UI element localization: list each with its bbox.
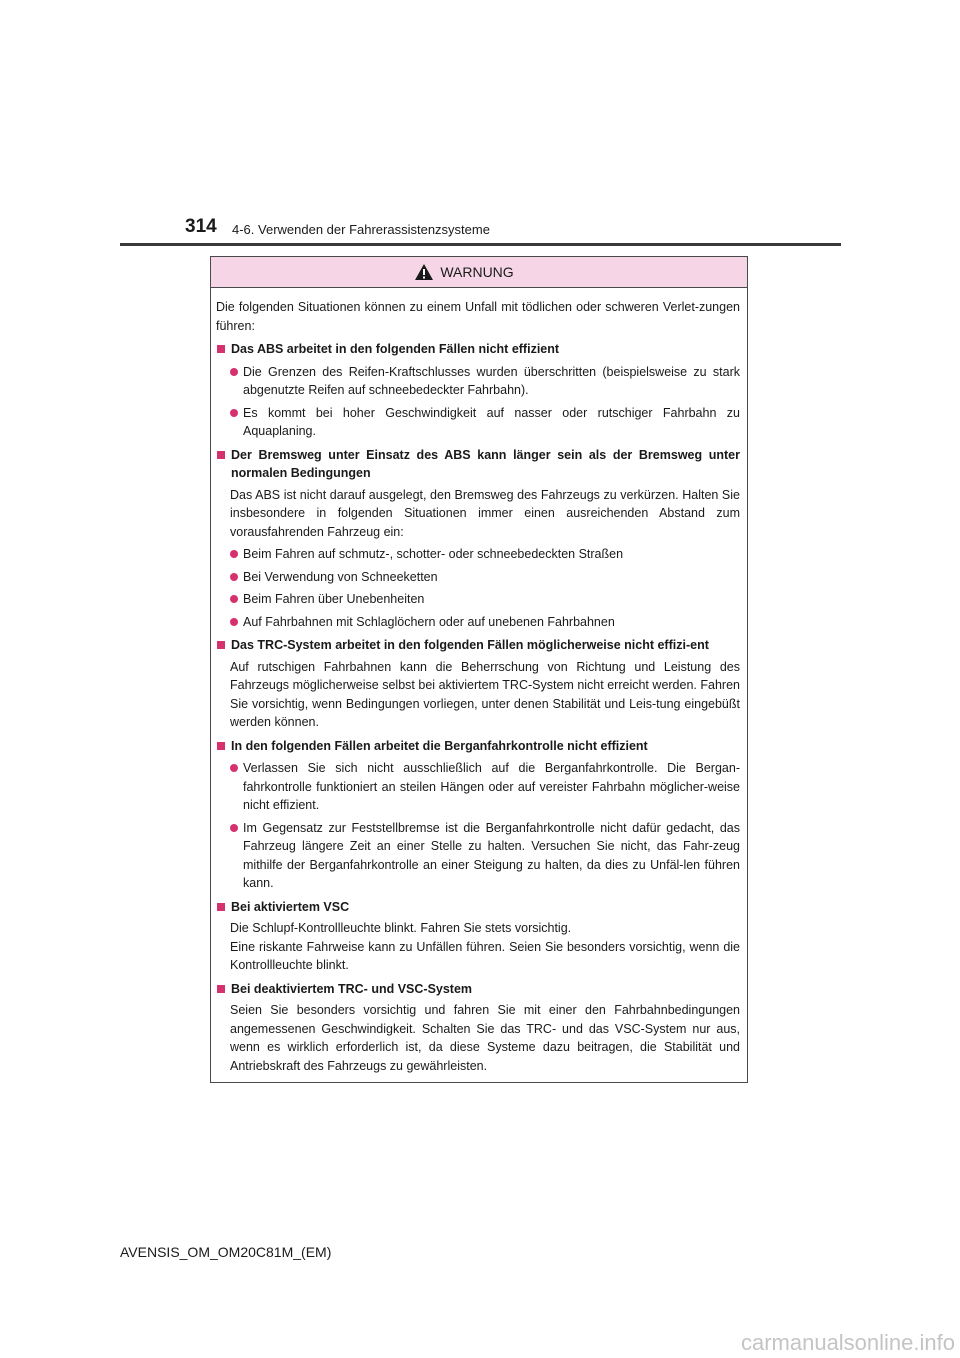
round-bullet-icon xyxy=(230,618,238,626)
round-bullet-icon xyxy=(230,824,238,832)
watermark: carmanualsonline.info xyxy=(740,1330,955,1355)
list-item: Auf Fahrbahnen mit Schlaglöchern oder auf unebenen Fahrbahnen xyxy=(230,613,740,632)
square-bullet-icon xyxy=(217,742,225,750)
round-bullet-icon xyxy=(230,368,238,376)
round-bullet-icon xyxy=(230,550,238,558)
topic-trc-vsc-off xyxy=(216,980,740,1076)
warning-title: WARNUNG xyxy=(440,264,514,280)
round-bullet-icon xyxy=(230,595,238,603)
topic-paragraph: Die Schlupf-Kontrollleuchte blinkt. Fahren Sie stets vorsichtig. xyxy=(230,921,572,935)
warning-intro: Die folgenden Situationen können zu einem Unfall mit tödlichen oder schweren Verlet-zungen führen: xyxy=(216,300,740,333)
topic-paragraph: Auf rutschigen Fahrbahnen kann die Beherrschung von Richtung und Leistung des Fahrzeugs möglicherweise selbst bei aktiviertem TRC-System nicht erreicht werden. Fahren Sie vorsichtig, wenn Bedingungen vorliegen, unter denen Stabilität und Leis-tung eingebüßt werden können. xyxy=(230,659,740,729)
square-bullet-icon xyxy=(217,345,225,353)
list-item: Beim Fahren über Unebenheiten xyxy=(230,590,740,609)
list-item: Es kommt bei hoher Geschwindigkeit auf nasser oder rutschiger Fahrbahn zu Aquaplaning. xyxy=(230,404,740,441)
topic-abs-inefficient xyxy=(216,340,740,441)
list-item: Beim Fahren auf schmutz-, schotter- oder schneebedeckten Straßen xyxy=(230,545,740,564)
topic-braking-distance xyxy=(216,446,740,632)
header-rule xyxy=(120,243,841,246)
square-bullet-icon xyxy=(217,903,225,911)
topic-paragraph: Seien Sie besonders vorsichtig und fahren Sie mit einer den Fahrbahnbedingungen angemessenen Geschwindigkeit. Schalten Sie das TRC- und das VSC-System nur aus, wenn es wirklich erforderlich ist, da diese Systeme dazu beitragen, die Stabilität und Antriebskraft des Fahrzeugs zu gewährleisten. xyxy=(230,1003,740,1073)
square-bullet-icon xyxy=(217,451,225,459)
topic-title: Das ABS arbeitet in den folgenden Fällen nicht effizient xyxy=(231,342,560,356)
round-bullet-icon xyxy=(230,573,238,581)
round-bullet-icon xyxy=(230,409,238,417)
square-bullet-icon xyxy=(217,985,225,993)
topic-title: In den folgenden Fällen arbeitet die Berganfahrkontrolle nicht effizient xyxy=(231,738,648,753)
round-bullet-icon xyxy=(230,764,238,772)
topic-trc xyxy=(216,636,740,732)
list-item: Verlassen Sie sich nicht ausschließlich auf die Berganfahrkontrolle. Die Bergan-fahrkontrolle funktioniert an steilen Hängen oder auf vereister Fahrbahn möglicher-weise nicht effizient. xyxy=(230,759,740,815)
warning-triangle-icon xyxy=(414,263,434,281)
list-item: Im Gegensatz zur Feststellbremse ist die Berganfahrkontrolle nicht dafür gedacht, das Fahrzeug längere Zeit an einer Stelle zu halten. Versuchen Sie nicht, das Fahr-zeug mithilfe der Berganfahrkontrolle an einer Steigung zu halten, da dies zu Unfäl-len führen kann. xyxy=(230,819,740,893)
topic-title: Der Bremsweg unter Einsatz des ABS kann länger sein als der Bremsweg unter normalen Bedingungen xyxy=(231,447,740,480)
list-item: Bei Verwendung von Schneeketten xyxy=(230,568,740,587)
warning-box xyxy=(210,256,748,1083)
topic-hill-start xyxy=(216,737,740,893)
document-code: AVENSIS_OM_OM20C81M_(EM) xyxy=(120,1244,332,1260)
section-title: 4-6. Verwenden der Fahrerassistenzsysteme xyxy=(232,222,490,237)
warning-header xyxy=(211,257,747,288)
topic-paragraph: Eine riskante Fahrweise kann zu Unfällen führen. Seien Sie besonders vorsichtig, wenn die Kontrollleuchte blinkt. xyxy=(230,939,740,972)
topic-title: Bei aktiviertem VSC xyxy=(231,899,350,914)
page-number: 314 xyxy=(185,216,217,237)
topic-vsc-active xyxy=(216,898,740,975)
topic-title: Das TRC-System arbeitet in den folgenden Fällen möglicherweise nicht effizi-ent xyxy=(231,638,709,652)
warning-body xyxy=(211,288,747,1075)
list-item: Die Grenzen des Reifen-Kraftschlusses wurden überschritten (beispielsweise zu stark abgenutzte Reifen auf schneebedeckter Fahrbahn). xyxy=(230,363,740,400)
topic-title: Bei deaktiviertem TRC- und VSC-System xyxy=(231,981,473,996)
square-bullet-icon xyxy=(217,641,225,649)
topic-paragraph: Das ABS ist nicht darauf ausgelegt, den Bremsweg des Fahrzeugs zu verkürzen. Halten Sie insbesondere in folgenden Situationen immer einen ausreichenden Abstand zum vorausfahrenden Fahrzeug ein: xyxy=(230,487,740,539)
